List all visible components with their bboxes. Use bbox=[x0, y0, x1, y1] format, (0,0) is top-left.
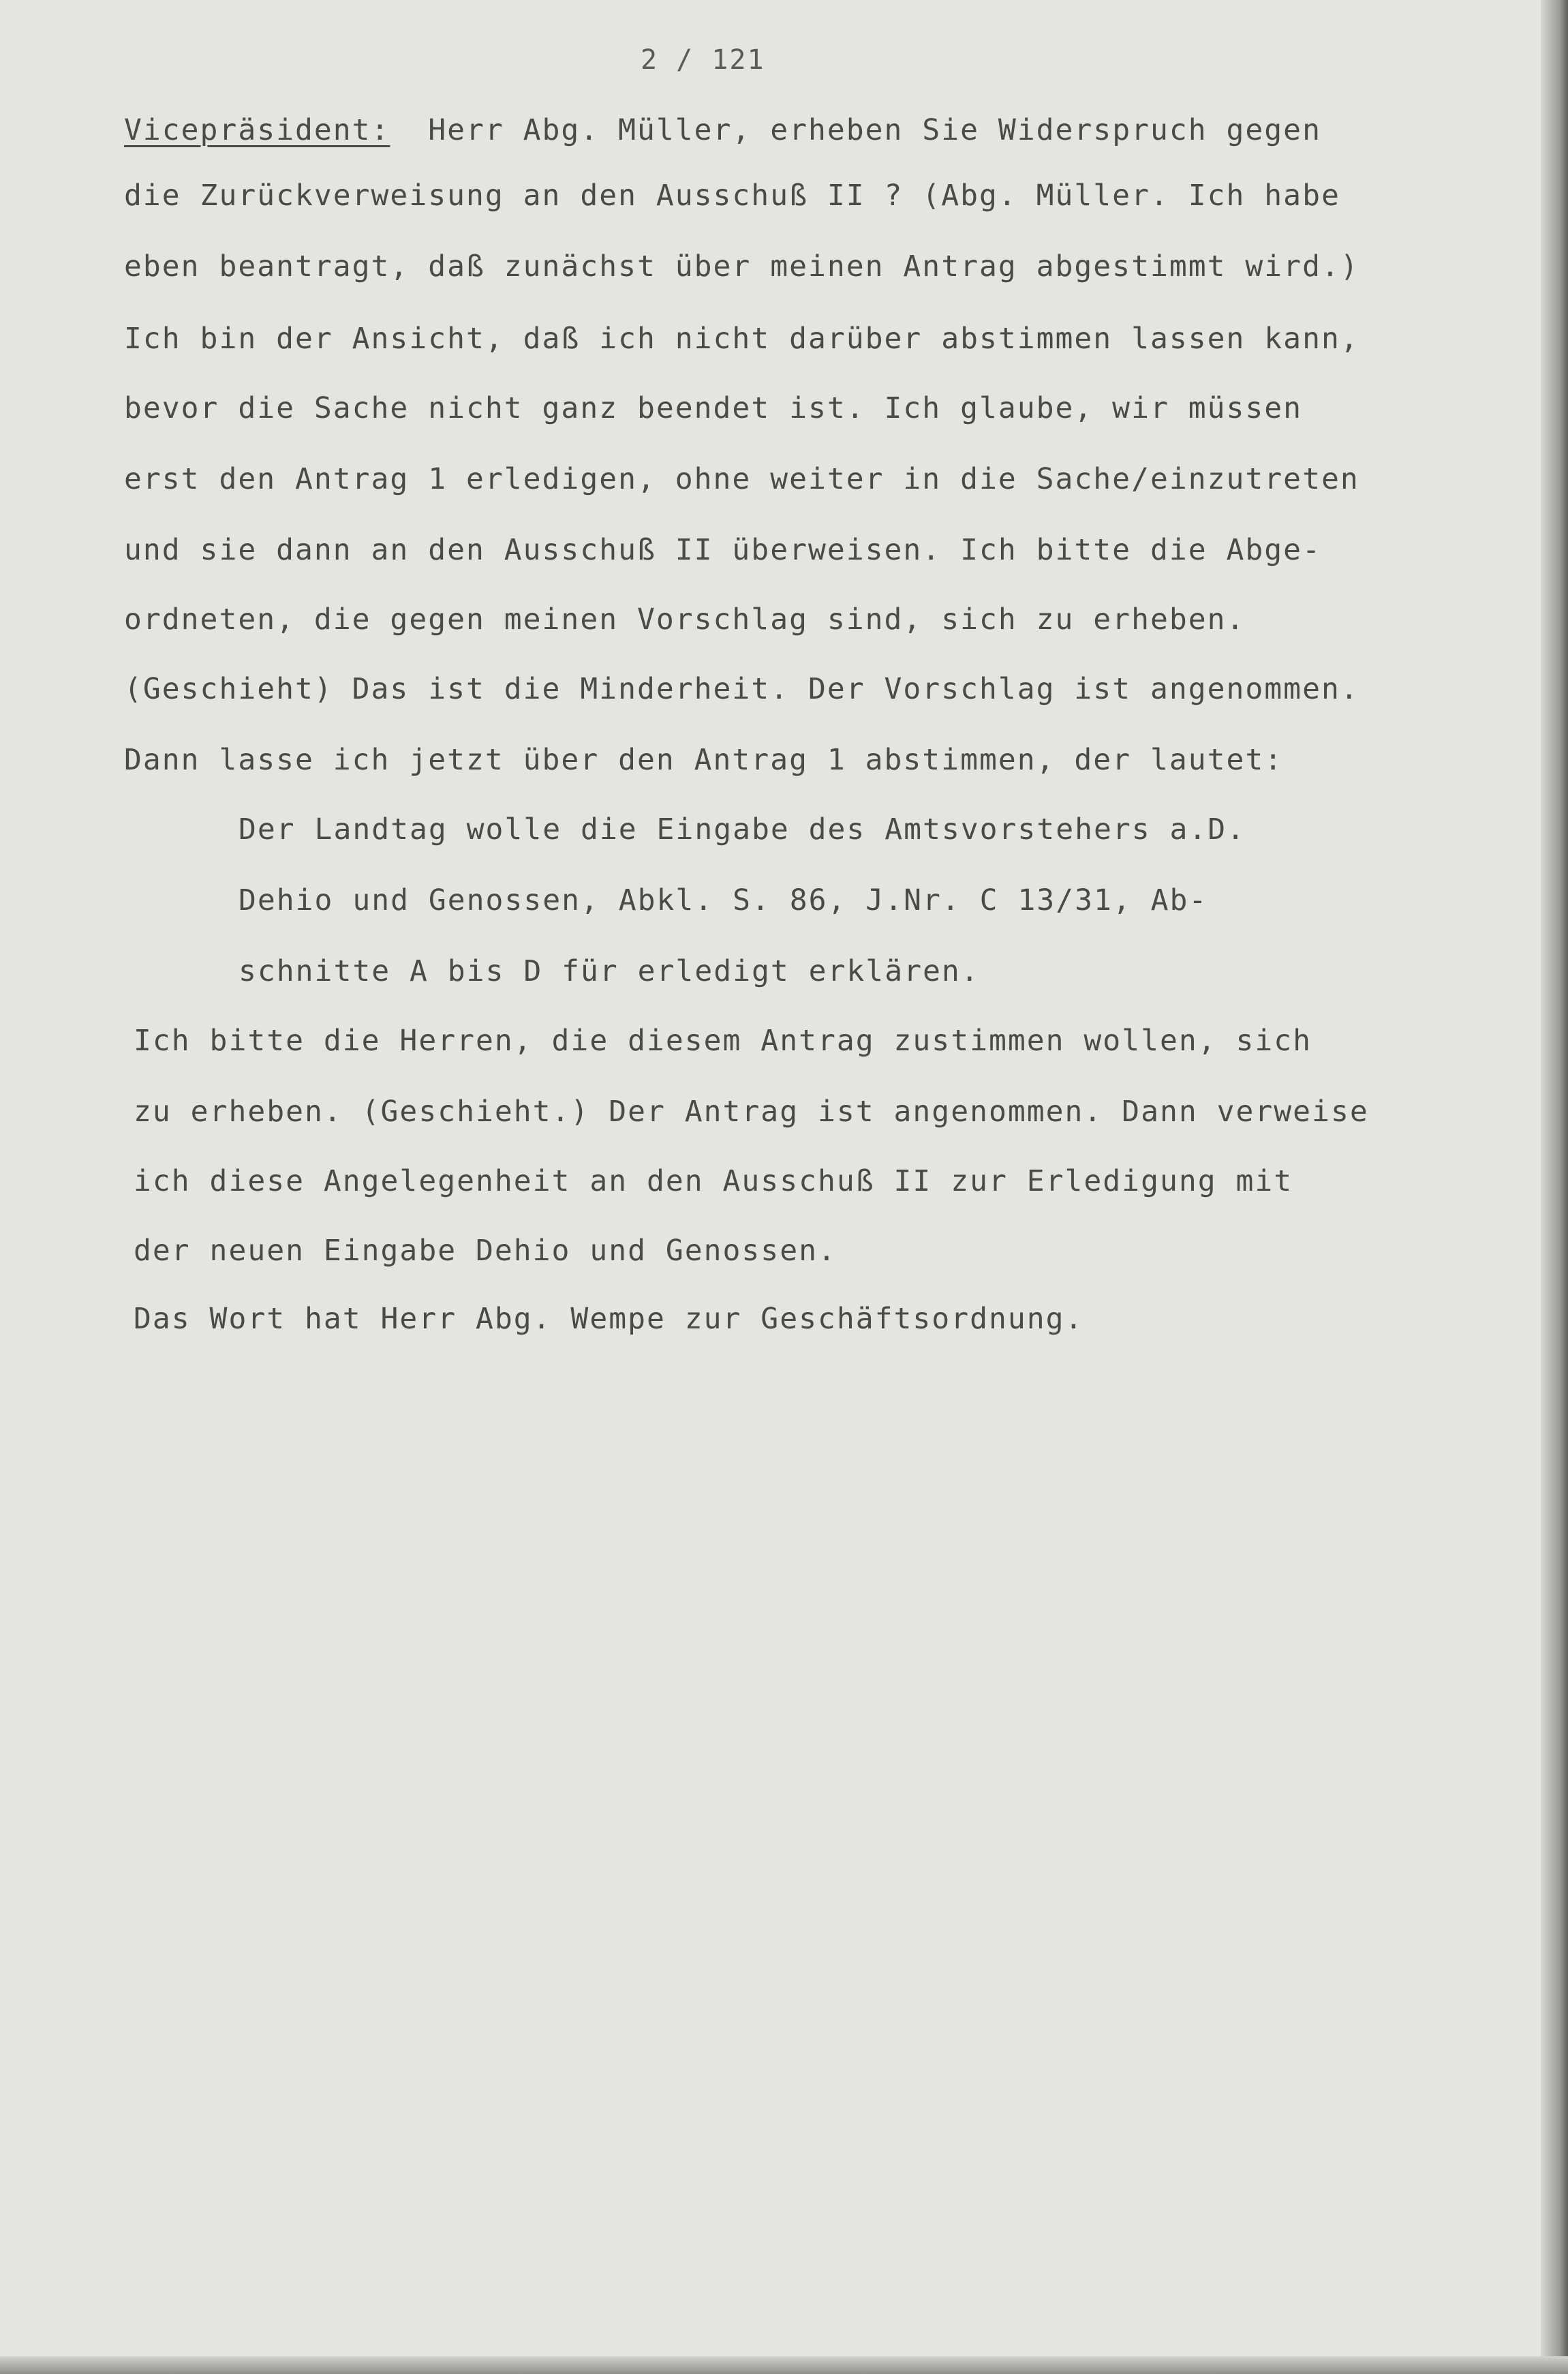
text-line-4: Ich bin der Ansicht, daß ich nicht darüber abstimmen lassen kann, bbox=[124, 322, 1359, 356]
text-line-14: Ich bitte die Herren, die diesem Antrag zustimmen wollen, sich bbox=[134, 1024, 1312, 1058]
text-line-9: (Geschieht) Das ist die Minderheit. Der Vorschlag ist angenommen. bbox=[124, 672, 1359, 706]
text-line-7: und sie dann an den Ausschuß II überweisen. Ich bitte die Abge- bbox=[124, 533, 1321, 567]
text-line-1-content: Herr Abg. Müller, erheben Sie Widerspruch gegen bbox=[428, 113, 1321, 147]
text-line-8: ordneten, die gegen meinen Vorschlag sind, sich zu erheben. bbox=[124, 603, 1246, 637]
text-line-17: der neuen Eingabe Dehio und Genossen. bbox=[134, 1234, 837, 1268]
quoted-motion-line-3: schnitte A bis D für erledigt erklären. bbox=[239, 954, 980, 988]
text-line-15: zu erheben. (Geschieht.) Der Antrag ist angenommen. Dann verweise bbox=[134, 1095, 1369, 1129]
text-line-1 bbox=[124, 113, 1321, 147]
speaker-label: Vicepräsident: bbox=[124, 113, 390, 147]
text-line-5: bevor die Sache nicht ganz beendet ist. Ich glaube, wir müssen bbox=[124, 391, 1303, 425]
text-line-16: ich diese Angelegenheit an den Ausschuß II zur Erledigung mit bbox=[134, 1164, 1293, 1198]
page-number: 2 / 121 bbox=[641, 44, 765, 76]
text-line-6: erst den Antrag 1 erledigen, ohne weiter in die Sache/einzutreten bbox=[124, 462, 1359, 496]
quoted-motion-line-2: Dehio und Genossen, Abkl. S. 86, J.Nr. C 13/31, Ab- bbox=[239, 883, 1208, 917]
text-line-3: eben beantragt, daß zunächst über meinen Antrag abgestimmt wird.) bbox=[124, 249, 1359, 284]
text-line-10: Dann lasse ich jetzt über den Antrag 1 abstimmen, der lautet: bbox=[124, 743, 1284, 777]
text-line-18: Das Wort hat Herr Abg. Wempe zur Geschäftsordnung. bbox=[134, 1302, 1084, 1336]
quoted-motion-line-1: Der Landtag wolle die Eingabe des Amtsvorstehers a.D. bbox=[239, 812, 1246, 847]
text-line-2: die Zurückverweisung an den Ausschuß II ? (Abg. Müller. Ich habe bbox=[124, 179, 1340, 213]
